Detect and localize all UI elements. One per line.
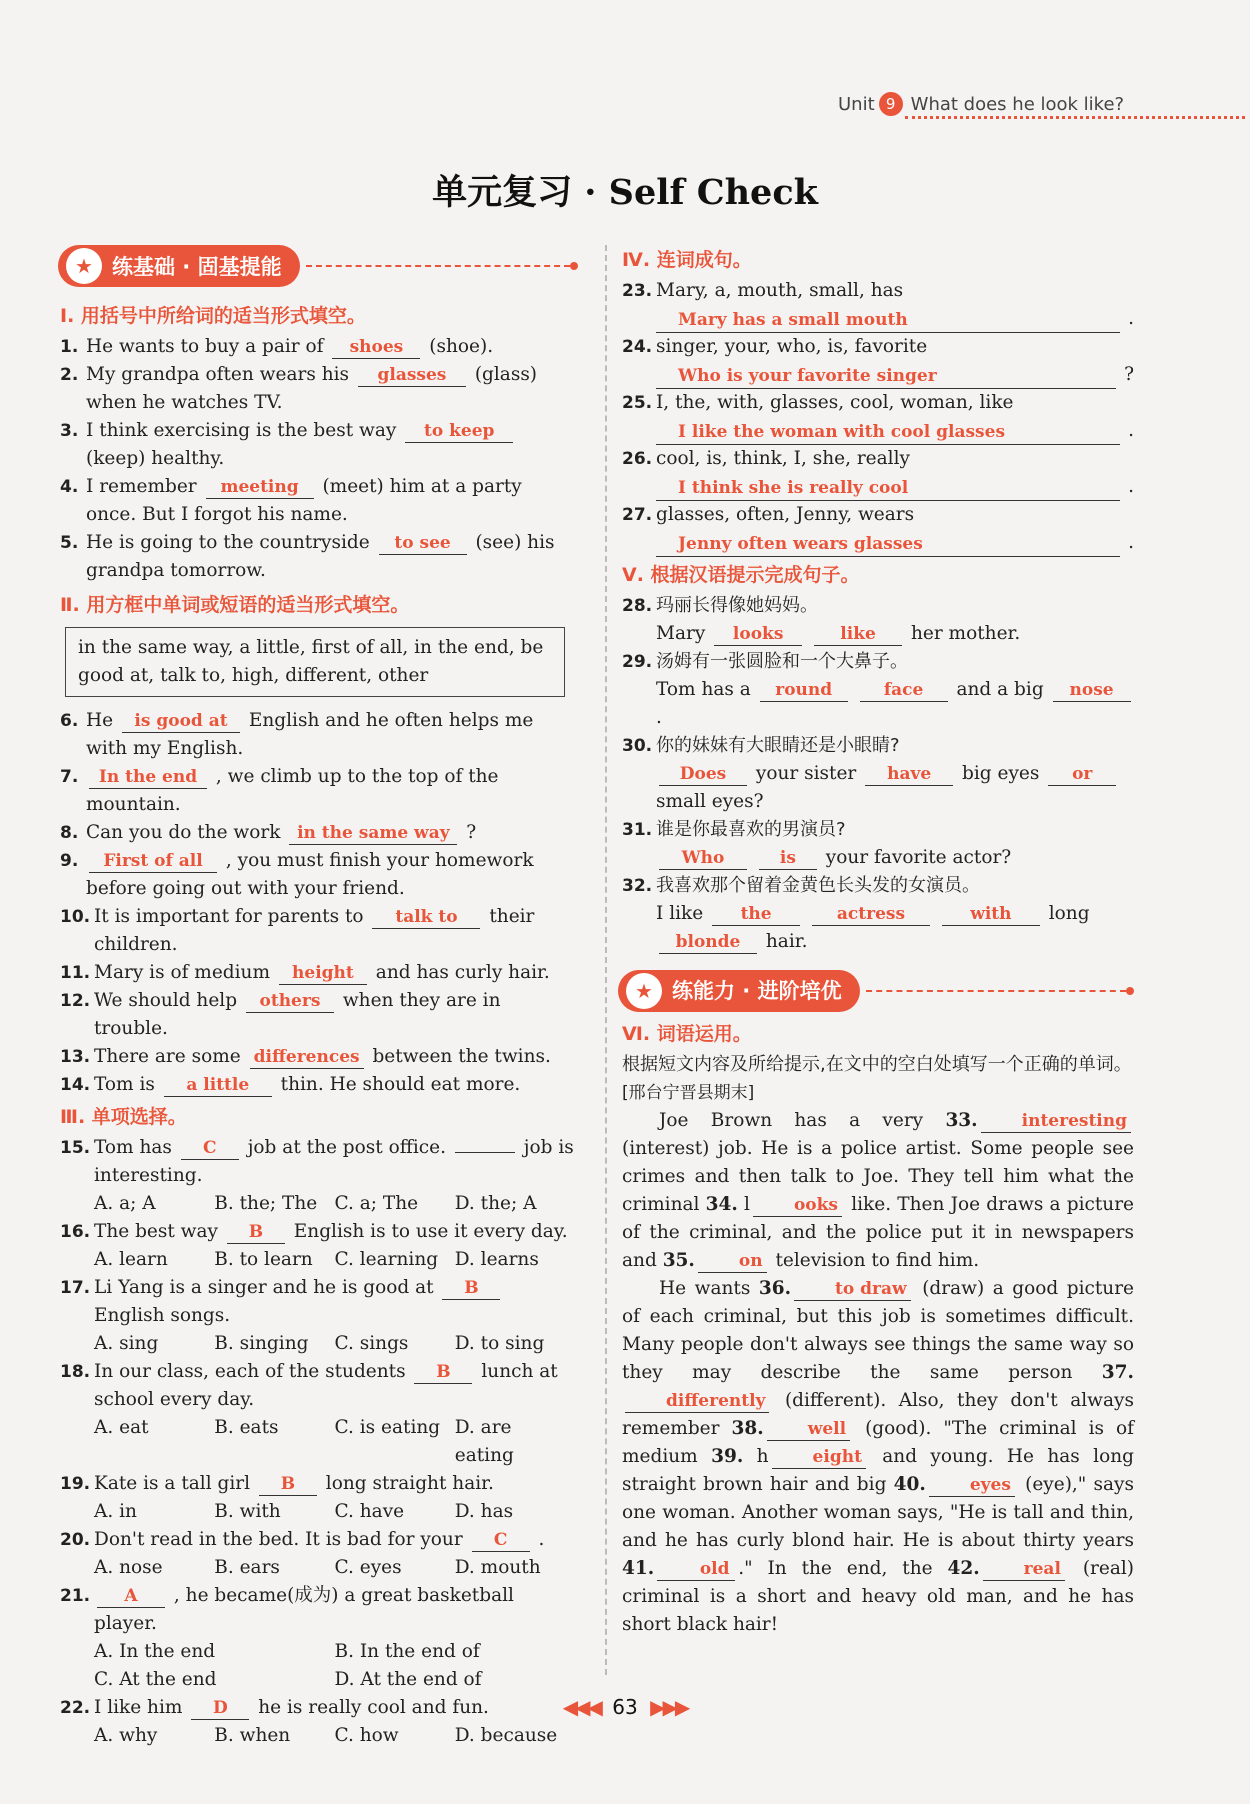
passage-text: (interest) job. He is a police artist. Some people see crimes and then talk to Joe. They tell him what the criminal bbox=[622, 1138, 1134, 1215]
question-text: In our class, each of the students bbox=[94, 1361, 406, 1382]
question-5 bbox=[60, 529, 575, 585]
answer-blank[interactable]: nose bbox=[1053, 679, 1131, 702]
question-number: 32. bbox=[622, 876, 653, 896]
question-16 bbox=[60, 1218, 575, 1274]
question-number: 31. bbox=[622, 820, 653, 840]
answer-blank[interactable]: In the end bbox=[89, 766, 207, 789]
question-15 bbox=[60, 1134, 575, 1218]
answer-blank[interactable]: D bbox=[191, 1697, 249, 1720]
option-d[interactable]: D. the; A bbox=[454, 1193, 537, 1214]
word-list: singer, your, who, is, favorite bbox=[656, 336, 928, 357]
option-a[interactable]: A. eat bbox=[94, 1417, 149, 1438]
banner-dashed-line bbox=[866, 990, 1126, 992]
question-text: , he became(成为) a great basketball player. bbox=[94, 1585, 514, 1634]
option-c[interactable]: C. is eating bbox=[334, 1417, 441, 1438]
question-2 bbox=[60, 361, 575, 417]
blank-number: 37. bbox=[1101, 1362, 1134, 1383]
word-box: in the same way, a little, first of all, in the end, be good at, talk to, high, different, other bbox=[65, 627, 565, 697]
question-number: 18. bbox=[60, 1362, 91, 1382]
answer-blank[interactable]: B bbox=[414, 1361, 472, 1384]
question-text: her mother. bbox=[910, 623, 1021, 644]
question-9 bbox=[60, 847, 575, 903]
question-text: their children. bbox=[94, 906, 535, 955]
option-d[interactable]: D. learns bbox=[454, 1249, 539, 1270]
options bbox=[94, 1330, 575, 1358]
question-12 bbox=[60, 987, 575, 1043]
question-number: 22. bbox=[60, 1698, 91, 1718]
option-a[interactable]: A. a; A bbox=[94, 1193, 156, 1214]
question-text: and has curly hair. bbox=[375, 962, 550, 983]
option-a[interactable]: A. learn bbox=[94, 1249, 168, 1270]
option-d[interactable]: D. has bbox=[454, 1501, 514, 1522]
banner-dashed-line bbox=[306, 265, 570, 267]
page-title: 单元复习 · Self Check bbox=[432, 172, 818, 213]
option-b[interactable]: B. to learn bbox=[214, 1249, 313, 1270]
question-number: 26. bbox=[622, 449, 653, 469]
question-text: Don't read in the bed. It is bad for your bbox=[94, 1529, 463, 1550]
chinese-prompt: 谁是你最喜欢的男演员? bbox=[656, 819, 846, 840]
question-26 bbox=[622, 445, 1134, 501]
passage-text: He wants bbox=[659, 1278, 751, 1299]
banner-advanced-label: 练能力 · 进阶培优 bbox=[672, 979, 842, 1003]
page-number-text: 63 bbox=[612, 1695, 638, 1719]
options bbox=[94, 1722, 575, 1750]
question-text: your favorite actor? bbox=[825, 847, 1012, 868]
question-text: , you must finish your homework before going out with your friend. bbox=[86, 850, 534, 899]
passage-text: ." In the end, the bbox=[738, 1558, 933, 1579]
left-column bbox=[60, 300, 575, 1750]
answer-blank[interactable]: meeting bbox=[206, 476, 314, 499]
question-number: 20. bbox=[60, 1530, 91, 1550]
question-text: I remember bbox=[86, 476, 197, 497]
answer-blank[interactable]: A bbox=[97, 1585, 165, 1608]
section-6-instructions: 根据短文内容及所给提示,在文中的空白处填写一个正确的单词。 bbox=[622, 1054, 1132, 1075]
question-number: 23. bbox=[622, 281, 653, 301]
question-number: 10. bbox=[60, 907, 91, 927]
blank-number: 41. bbox=[622, 1558, 655, 1579]
question-text: job is interesting. bbox=[94, 1137, 574, 1186]
question-text: small eyes? bbox=[656, 791, 764, 812]
question-number: 9. bbox=[60, 851, 79, 871]
question-text: ? bbox=[466, 822, 477, 843]
option-a[interactable]: A. sing bbox=[94, 1333, 159, 1354]
option-b[interactable]: B. eats bbox=[214, 1417, 279, 1438]
answer-blank[interactable]: interesting bbox=[981, 1110, 1131, 1133]
passage-text: (different). Also, they don't always remember bbox=[622, 1390, 1134, 1439]
unit-title: What does he look like? bbox=[910, 93, 1125, 115]
punctuation: . bbox=[656, 707, 662, 728]
question-number: 15. bbox=[60, 1138, 91, 1158]
answer-blank[interactable]: old bbox=[657, 1558, 735, 1581]
passage-text: and young. He has long straight brown hair and big bbox=[622, 1446, 1134, 1495]
blank-number: 38. bbox=[731, 1418, 764, 1439]
answer-blank[interactable]: to see bbox=[379, 532, 467, 555]
answer-blank[interactable]: First of all bbox=[89, 850, 217, 873]
question-3 bbox=[60, 417, 575, 473]
question-number: 30. bbox=[622, 736, 653, 756]
question-32 bbox=[622, 872, 1134, 956]
punctuation: . bbox=[1128, 308, 1134, 329]
answer-line[interactable]: I like the woman with cool glasses bbox=[656, 420, 1120, 445]
option-c[interactable]: C. eyes bbox=[334, 1557, 402, 1578]
question-24 bbox=[622, 333, 1134, 389]
question-20 bbox=[60, 1526, 575, 1582]
question-text: Mary is of medium bbox=[94, 962, 271, 983]
question-6 bbox=[60, 707, 575, 763]
question-text: He bbox=[86, 710, 114, 731]
word-list: I, the, with, glasses, cool, woman, like bbox=[656, 392, 1014, 413]
column-divider bbox=[605, 245, 607, 1675]
answer-blank[interactable]: the bbox=[712, 903, 800, 926]
punctuation: ? bbox=[1124, 364, 1134, 385]
option-a[interactable]: A. nose bbox=[94, 1557, 163, 1578]
answer-blank[interactable]: on bbox=[698, 1250, 767, 1273]
question-text: when they are in trouble. bbox=[94, 990, 501, 1039]
answer-blank[interactable]: is good at bbox=[122, 710, 240, 733]
banner-end-dot bbox=[570, 262, 578, 270]
options bbox=[94, 1498, 575, 1526]
right-arrows-icon: ▶▶▶ bbox=[650, 1695, 688, 1719]
answer-line[interactable]: I think she is really cool bbox=[656, 476, 1120, 501]
question-text: (glass) when he watches TV. bbox=[86, 364, 538, 413]
question-text: and a big bbox=[956, 679, 1044, 700]
answer-blank[interactable]: B bbox=[259, 1473, 317, 1496]
banner-basic-pill bbox=[58, 245, 300, 287]
answer-blank[interactable]: talk to bbox=[372, 906, 480, 929]
answer-blank[interactable]: a little bbox=[164, 1074, 272, 1097]
question-text: lunch at school every day. bbox=[94, 1361, 558, 1410]
section-3-title: Ⅲ. 单项选择。 bbox=[60, 1106, 187, 1128]
question-28 bbox=[622, 592, 1134, 648]
question-number: 25. bbox=[622, 393, 653, 413]
question-text: The best way bbox=[94, 1221, 218, 1242]
blank-number: 42. bbox=[947, 1558, 980, 1579]
option-c[interactable]: C. how bbox=[334, 1725, 399, 1746]
answer-blank[interactable]: or bbox=[1048, 763, 1116, 786]
banner-advanced-pill bbox=[618, 970, 860, 1012]
question-number: 7. bbox=[60, 767, 79, 787]
question-13 bbox=[60, 1043, 575, 1071]
left-arrows-icon: ◀◀◀ bbox=[562, 1695, 600, 1719]
passage-text: (eye)," says one woman. Another woman says, "He is tall and thin, and he has curly blond hair. He is about thirty years bbox=[622, 1474, 1134, 1551]
question-number: 16. bbox=[60, 1222, 91, 1242]
blank-first-letter: h bbox=[756, 1446, 769, 1467]
option-a[interactable]: A. why bbox=[94, 1725, 158, 1746]
right-column bbox=[622, 244, 1134, 1639]
question-31 bbox=[622, 816, 1134, 872]
question-14 bbox=[60, 1071, 575, 1099]
chinese-prompt: 你的妹妹有大眼睛还是小眼睛? bbox=[656, 735, 900, 756]
answer-blank[interactable]: in the same way bbox=[289, 822, 457, 845]
question-text: He wants to buy a pair of bbox=[86, 336, 324, 357]
question-23 bbox=[622, 277, 1134, 333]
question-text: your sister bbox=[755, 763, 857, 784]
blank-first-letter: l bbox=[744, 1194, 750, 1215]
unit-label: Unit bbox=[838, 93, 875, 115]
answer-blank-second[interactable] bbox=[455, 1152, 515, 1153]
option-d[interactable]: D. because bbox=[454, 1725, 558, 1746]
passage-text: (draw) a good picture of each criminal, but this job is sometimes difficult. Many people don't always see things the same way so they may describe the same person bbox=[622, 1278, 1134, 1383]
question-number: 12. bbox=[60, 991, 91, 1011]
question-8 bbox=[60, 819, 575, 847]
question-text: he is really cool and fun. bbox=[258, 1697, 489, 1718]
answer-blank[interactable]: differently bbox=[625, 1390, 769, 1413]
answer-line[interactable]: Jenny often wears glasses bbox=[656, 532, 1120, 557]
question-text: My grandpa often wears his bbox=[86, 364, 350, 385]
question-text: (shoe). bbox=[429, 336, 494, 357]
chinese-prompt: 汤姆有一张圆脸和一个大鼻子。 bbox=[656, 651, 908, 672]
passage-text: like. Then Joe draws a picture of the criminal, and the police put it in newspapers and bbox=[622, 1194, 1134, 1271]
answer-blank[interactable]: C bbox=[181, 1137, 239, 1160]
question-27 bbox=[622, 501, 1134, 557]
question-text: Mary bbox=[656, 623, 706, 644]
option-c[interactable]: C. At the end bbox=[94, 1669, 217, 1690]
punctuation: . bbox=[1128, 476, 1134, 497]
passage-text: (real) criminal is a short and heavy old man, and he has short black hair! bbox=[622, 1558, 1134, 1635]
question-18 bbox=[60, 1358, 575, 1470]
option-d[interactable]: D. to sing bbox=[454, 1333, 545, 1354]
question-number: 3. bbox=[60, 421, 79, 441]
question-7 bbox=[60, 763, 575, 819]
question-number: 2. bbox=[60, 365, 79, 385]
question-text: English songs. bbox=[94, 1305, 231, 1326]
question-number: 14. bbox=[60, 1075, 91, 1095]
chinese-prompt: 玛丽长得像她妈妈。 bbox=[656, 595, 818, 616]
option-d[interactable]: D. At the end of bbox=[334, 1669, 482, 1690]
answer-blank[interactable]: B bbox=[227, 1221, 285, 1244]
punctuation: . bbox=[1128, 420, 1134, 441]
question-text: Can you do the work bbox=[86, 822, 281, 843]
question-30 bbox=[622, 732, 1134, 816]
option-b[interactable]: B. ears bbox=[214, 1557, 280, 1578]
question-text: We should help bbox=[94, 990, 238, 1011]
answer-blank[interactable]: Does bbox=[659, 763, 747, 786]
question-number: 5. bbox=[60, 533, 79, 553]
blank-number: 36. bbox=[758, 1278, 792, 1299]
question-text: Li Yang is a singer and he is good at bbox=[94, 1277, 434, 1298]
answer-blank[interactable]: like bbox=[814, 623, 902, 646]
passage-paragraph-1 bbox=[622, 1107, 1134, 1275]
question-number: 6. bbox=[60, 711, 79, 731]
section-5-title: Ⅴ. 根据汉语提示完成句子。 bbox=[622, 564, 860, 586]
answer-blank[interactable]: well bbox=[767, 1418, 850, 1441]
answer-blank[interactable]: shoes bbox=[332, 336, 420, 359]
answer-blank[interactable]: round bbox=[760, 679, 848, 702]
option-a[interactable]: A. in bbox=[94, 1501, 137, 1522]
answer-blank[interactable]: Who bbox=[659, 847, 747, 870]
options bbox=[94, 1638, 575, 1694]
question-text: English and he often helps me with my English. bbox=[86, 710, 534, 759]
question-text: He is going to the countryside bbox=[86, 532, 370, 553]
question-number: 28. bbox=[622, 596, 653, 616]
word-list: Mary, a, mouth, small, has bbox=[656, 280, 904, 301]
question-number: 21. bbox=[60, 1586, 91, 1606]
question-text: job at the post office. bbox=[247, 1137, 446, 1158]
options bbox=[94, 1554, 575, 1582]
answer-blank[interactable]: glasses bbox=[358, 364, 466, 387]
question-text: Kate is a tall girl bbox=[94, 1473, 251, 1494]
chinese-prompt: 我喜欢那个留着金黄色长头发的女演员。 bbox=[656, 875, 980, 896]
answer-blank[interactable]: eight bbox=[772, 1446, 866, 1469]
page-number bbox=[0, 1695, 1250, 1719]
punctuation: . bbox=[1128, 532, 1134, 553]
answer-blank[interactable]: to draw bbox=[794, 1278, 911, 1301]
passage-paragraph-2 bbox=[622, 1275, 1134, 1639]
answer-blank[interactable]: blonde bbox=[659, 931, 757, 954]
question-4 bbox=[60, 473, 575, 529]
unit-header bbox=[838, 92, 1248, 116]
passage-text: television to find him. bbox=[775, 1250, 980, 1271]
option-b[interactable]: B. singing bbox=[214, 1333, 309, 1354]
section-4-title: Ⅳ. 连词成句。 bbox=[622, 249, 752, 271]
answer-blank[interactable]: looks bbox=[714, 623, 802, 646]
answer-blank[interactable]: to keep bbox=[405, 420, 513, 443]
option-c[interactable]: C. sings bbox=[334, 1333, 409, 1354]
answer-blank[interactable]: have bbox=[865, 763, 953, 786]
answer-blank[interactable]: C bbox=[472, 1529, 530, 1552]
banner-advanced bbox=[618, 970, 1134, 1012]
option-b[interactable]: B. when bbox=[214, 1725, 291, 1746]
question-text: Tom has bbox=[94, 1137, 172, 1158]
question-number: 8. bbox=[60, 823, 79, 843]
question-text: Tom is bbox=[94, 1074, 155, 1095]
answer-blank[interactable]: height bbox=[279, 962, 367, 985]
answer-blank[interactable]: is bbox=[759, 847, 817, 870]
question-text: I think exercising is the best way bbox=[86, 420, 397, 441]
blank-number: 35. bbox=[662, 1250, 695, 1271]
question-text: (keep) healthy. bbox=[86, 448, 225, 469]
option-d[interactable]: D. are eating bbox=[454, 1417, 514, 1466]
question-text: (meet) him at a party once. But I forgot his name. bbox=[86, 476, 522, 525]
question-text: hair. bbox=[765, 931, 808, 952]
option-a[interactable]: A. In the end bbox=[94, 1641, 216, 1662]
question-25 bbox=[622, 389, 1134, 445]
options bbox=[94, 1190, 575, 1218]
option-b[interactable]: B. the; The bbox=[214, 1193, 318, 1214]
question-text: I like him bbox=[94, 1697, 183, 1718]
question-number: 11. bbox=[60, 963, 91, 983]
question-1 bbox=[60, 333, 575, 361]
banner-end-dot bbox=[1126, 987, 1134, 995]
question-11 bbox=[60, 959, 575, 987]
option-d[interactable]: D. mouth bbox=[454, 1557, 541, 1578]
section-2-title: Ⅱ. 用方框中单词或短语的适当形式填空。 bbox=[60, 594, 410, 616]
answer-blank[interactable]: ooks bbox=[753, 1194, 842, 1217]
source-note: [邢台宁晋县期末] bbox=[622, 1083, 755, 1103]
question-10 bbox=[60, 903, 575, 959]
question-text: long straight hair. bbox=[325, 1473, 494, 1494]
question-number: 4. bbox=[60, 477, 79, 497]
question-number: 29. bbox=[622, 652, 653, 672]
question-text: between the twins. bbox=[372, 1046, 551, 1067]
question-number: 24. bbox=[622, 337, 653, 357]
question-number: 27. bbox=[622, 505, 653, 525]
answer-blank[interactable]: B bbox=[442, 1277, 500, 1300]
question-text: It is important for parents to bbox=[94, 906, 364, 927]
option-c[interactable]: C. have bbox=[334, 1501, 405, 1522]
word-list: cool, is, think, I, she, really bbox=[656, 448, 910, 469]
question-29 bbox=[622, 648, 1134, 732]
question-text: English is to use it every day. bbox=[293, 1221, 568, 1242]
question-number: 13. bbox=[60, 1047, 91, 1067]
blank-number: 39. bbox=[711, 1446, 744, 1467]
answer-blank[interactable]: with bbox=[942, 903, 1040, 926]
passage-text: (good). "The criminal is of medium bbox=[622, 1418, 1134, 1467]
question-text: I like bbox=[656, 903, 704, 924]
option-c[interactable]: C. learning bbox=[334, 1249, 439, 1270]
question-number: 17. bbox=[60, 1278, 91, 1298]
question-number: 1. bbox=[60, 337, 79, 357]
unit-number-badge: 9 bbox=[879, 92, 903, 116]
question-21 bbox=[60, 1582, 575, 1694]
option-b[interactable]: B. with bbox=[214, 1501, 281, 1522]
runner-icon: ★ bbox=[66, 248, 102, 284]
banner-basic-label: 练基础 · 固基提能 bbox=[112, 255, 282, 279]
options bbox=[94, 1414, 575, 1470]
answer-blank[interactable]: differences bbox=[250, 1046, 364, 1069]
question-text: big eyes bbox=[962, 763, 1040, 784]
word-list: glasses, often, Jenny, wears bbox=[656, 504, 915, 525]
answer-line[interactable]: Who is your favorite singer bbox=[656, 364, 1116, 389]
option-b[interactable]: B. In the end of bbox=[334, 1641, 480, 1662]
answer-blank[interactable]: others bbox=[246, 990, 334, 1013]
answer-blank[interactable]: eyes bbox=[929, 1474, 1015, 1497]
banner-basic bbox=[58, 245, 578, 287]
answer-line[interactable]: Mary has a small mouth bbox=[656, 308, 1120, 333]
question-text: thin. He should eat more. bbox=[280, 1074, 521, 1095]
option-c[interactable]: C. a; The bbox=[334, 1193, 419, 1214]
answer-blank[interactable]: real bbox=[983, 1558, 1065, 1581]
header-dotted-line bbox=[905, 116, 1245, 119]
question-text: long bbox=[1048, 903, 1090, 924]
question-text: There are some bbox=[94, 1046, 241, 1067]
question-text: (see) his grandpa tomorrow. bbox=[86, 532, 555, 581]
blank-number: 33. bbox=[945, 1110, 978, 1131]
answer-blank[interactable]: face bbox=[860, 679, 948, 702]
question-17 bbox=[60, 1274, 575, 1358]
answer-blank[interactable]: actress bbox=[812, 903, 930, 926]
question-19 bbox=[60, 1470, 575, 1526]
blank-number: 40. bbox=[893, 1474, 926, 1495]
options bbox=[94, 1246, 575, 1274]
blank-number: 34. bbox=[705, 1194, 738, 1215]
question-text: , we climb up to the top of the mountain. bbox=[86, 766, 499, 815]
question-text: Tom has a bbox=[656, 679, 751, 700]
passage-text: Joe Brown has a very bbox=[659, 1110, 924, 1131]
section-6-title: Ⅵ. 词语运用。 bbox=[622, 1023, 752, 1045]
question-number: 19. bbox=[60, 1474, 91, 1494]
question-text: . bbox=[538, 1529, 545, 1550]
runner-icon: ★ bbox=[626, 973, 662, 1009]
section-1-title: Ⅰ. 用括号中所给词的适当形式填空。 bbox=[60, 305, 366, 327]
